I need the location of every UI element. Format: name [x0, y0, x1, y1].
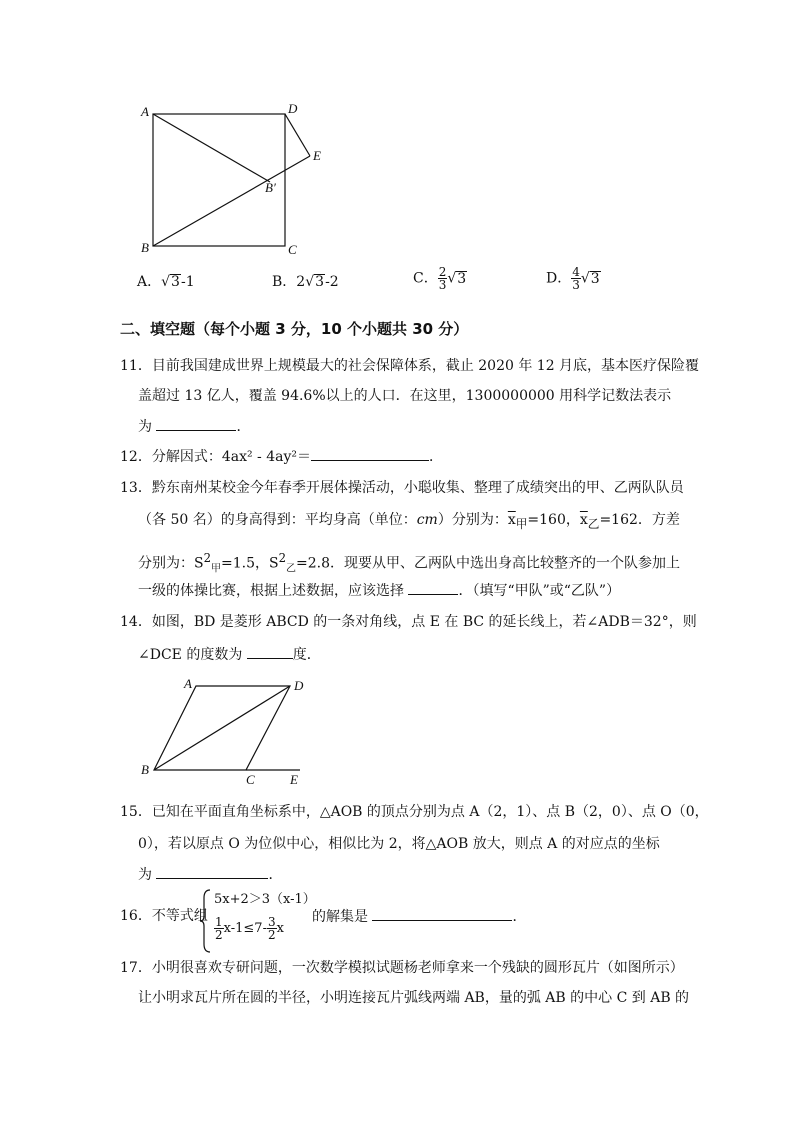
q15-line2: 0），若以原点 O 为位似中心，相似比为 2，将△AOB 放大，则点 A 的对应点的坐标	[138, 836, 660, 852]
choice-c-radicand: 3	[457, 270, 467, 287]
choice-b-radicand: 3	[315, 274, 325, 290]
q13-var-c: =2.8．现要从甲、乙两队中选出身高比较整齐的一个队参加上	[296, 555, 681, 572]
choice-c-num: 2	[438, 265, 447, 279]
q13-choose-prefix: 一级的体操比赛，根据上述数据，应该选择	[138, 583, 404, 599]
q12-line	[120, 446, 443, 467]
q16-ineq2-mid: x-1≤7-	[223, 921, 267, 936]
q13-line4	[138, 580, 620, 601]
q16-brace	[200, 888, 212, 954]
fig2-label-c: C	[246, 772, 255, 787]
q13-line3	[138, 548, 680, 579]
choice-b-label: B．	[272, 274, 297, 290]
q17-line2: 让小明求瓦片所在圆的半径，小明连接瓦片弧线两端 AB，量的弧 AB 的中心 C 到 AB 的	[138, 990, 690, 1006]
q16-frac-three-halves	[267, 916, 277, 941]
q13-var-sub2: 乙	[286, 563, 297, 575]
choice-a[interactable]: A．√3-1	[137, 274, 195, 290]
q13-sub-yi: 乙	[587, 516, 600, 531]
choice-b-tail: -2	[325, 274, 339, 290]
figure-square	[130, 100, 350, 260]
q15-line3	[138, 864, 282, 885]
fig1-label-e: E	[313, 148, 321, 163]
fig1-label-c: C	[288, 242, 297, 257]
q16-suffix-line	[312, 906, 526, 926]
fig2-label-d: D	[294, 678, 304, 693]
choice-c-label: C．	[413, 270, 438, 287]
q13-mean-yi: =162．方差	[599, 512, 680, 528]
q16-frac1-num: 1	[215, 915, 223, 929]
choice-c[interactable]: C． $\frac{2}{3}$ √3	[413, 265, 467, 292]
q12-prefix: 12．分解因式：4ax² - 4ay²＝	[120, 449, 311, 465]
fig1-label-a: A	[141, 104, 149, 119]
q11-prefix: 为	[138, 419, 152, 435]
q15-line1: 15．已知在平面直角坐标系中，△AOB 的顶点分别为点 A（2，1）、点 B（2，0）、点 O（0，	[120, 804, 709, 820]
q13-line1: 13．黔东南州某校金今年春季开展体操活动，小聪收集、整理了成绩突出的甲、乙两队队员	[120, 480, 684, 496]
segment-be	[153, 156, 310, 246]
q15-prefix: 为	[138, 867, 152, 883]
fig1-label-b-prime: B′	[265, 180, 276, 195]
q11-line3	[138, 416, 250, 437]
choice-d-num: 4	[572, 265, 580, 279]
q14-suffix: 度．	[292, 647, 321, 663]
q16-prefix: 16．不等式组	[120, 908, 208, 924]
q16-frac2-num: 3	[267, 915, 276, 929]
q16-solution-label: 的解集是	[312, 909, 368, 925]
q16-suffix: ．	[512, 909, 527, 925]
choice-b-coef: 2	[296, 274, 306, 290]
choice-b[interactable]: B．2√3-2	[272, 274, 339, 290]
q13-xbar-yi: $\overline{x}$	[579, 512, 588, 528]
segment-de	[285, 114, 310, 156]
fig1-label-d: D	[288, 101, 298, 116]
segment-ab-prime	[153, 114, 270, 182]
q16-ineq2	[214, 916, 284, 941]
fig2-label-b: B	[141, 762, 149, 777]
fig1-label-b: B	[141, 240, 149, 255]
q13-answer-blank[interactable]	[408, 580, 458, 595]
fig2-label-e: E	[290, 772, 298, 787]
choice-d-fraction	[571, 266, 581, 291]
choice-a-label: A．	[137, 274, 162, 290]
q13-var-a: 分别为：S	[138, 555, 204, 572]
q12-suffix: ．	[428, 449, 443, 465]
q15-answer-blank[interactable]	[156, 864, 268, 879]
choice-c-fraction	[438, 266, 448, 291]
q16-answer-blank[interactable]	[372, 906, 512, 921]
q16-ineq1: 5x+2＞3（x-1）	[214, 892, 316, 907]
q16-frac-half	[214, 916, 224, 941]
q11-line2: 盖超过 13 亿人，覆盖 94.6%以上的人口．在这里，1300000000 用科学记数法表示	[138, 388, 672, 404]
choice-c-den: 3	[438, 278, 447, 292]
q13-var-sub1: 甲	[211, 563, 222, 575]
q15-suffix: ．	[268, 867, 283, 883]
choice-d-radicand: 3	[590, 270, 600, 287]
q17-line1: 17．小明很喜欢专研问题，一次数学模拟试题杨老师拿来一个残缺的圆形瓦片（如图所示）	[120, 960, 684, 976]
q16-ineq2-tail: x	[276, 921, 284, 936]
choice-d-den: 3	[572, 278, 580, 292]
q13-var-b: =1.5，S	[221, 555, 279, 572]
section-title-fill-in: 二、填空题（每个小题 3 分，10 个小题共 30 分）	[120, 320, 469, 338]
choice-d-label: D．	[546, 270, 572, 287]
q14-answer-blank[interactable]	[247, 644, 293, 659]
q13-var-sup2: 2	[278, 551, 287, 565]
q16-frac1-den: 2	[215, 928, 223, 942]
q13-sub-jia: 甲	[515, 516, 528, 531]
q16-frac2-den: 2	[267, 928, 276, 942]
choice-a-radicand: 3	[171, 274, 180, 290]
q13-var-sup1: 2	[203, 551, 212, 565]
q12-answer-blank[interactable]	[311, 446, 429, 461]
q14-line2	[138, 644, 321, 665]
q14-line1: 14．如图，BD 是菱形 ABCD 的一条对角线，点 E 在 BC 的延长线上，若∠ADB＝32°，则	[120, 614, 697, 630]
q13-choose-suffix: ．（填写“甲队”或“乙队”）	[458, 583, 621, 599]
fig2-label-a: A	[184, 676, 192, 691]
choice-d[interactable]: D． $\frac{4}{3}$ √3	[546, 265, 600, 292]
q14-prefix: ∠DCE 的度数为	[138, 647, 243, 663]
q11-suffix: ．	[236, 419, 251, 435]
figure-rhombus	[140, 672, 320, 782]
choice-a-tail: -1	[180, 274, 195, 290]
q13-mean-jia: =160，	[527, 512, 580, 528]
q13-xbar-jia: $\overline{x}$	[507, 512, 516, 528]
q11-answer-blank[interactable]	[156, 416, 236, 431]
q11-line1: 11．目前我国建成世界上规模最大的社会保障体系，截止 2020 年 12 月底，基本医疗保险覆	[120, 358, 700, 374]
q13-unit: cm	[416, 512, 438, 528]
q13-text-b: ）分别为：	[437, 512, 508, 528]
q13-text-a: （各 50 名）的身高得到：平均身高（单位：	[138, 512, 417, 528]
q13-line2	[138, 510, 680, 534]
